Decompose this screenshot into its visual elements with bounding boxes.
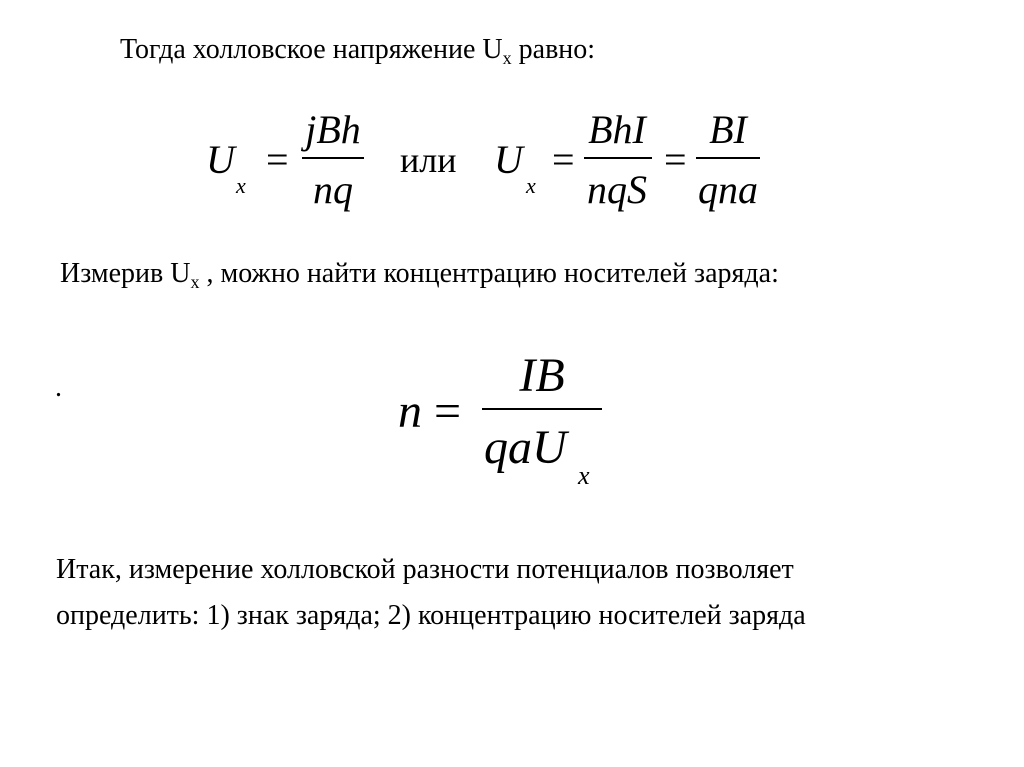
f2-denominator-1: nqS xyxy=(587,167,647,212)
f2-lhs: U xyxy=(494,137,523,182)
measure-after: , можно найти концентрацию носителей заряда: xyxy=(199,258,779,289)
f2-denominator-2: qna xyxy=(698,167,758,212)
measure-before: Измерив U xyxy=(60,258,191,289)
intro-text xyxy=(120,34,595,68)
intro-before: Тогда холловское напряжение U xyxy=(120,34,503,65)
measure-text xyxy=(60,258,779,292)
conclusion-line-1: Итак, измерение холловской разности потенциалов позволяет xyxy=(56,554,794,585)
f3-lhs: n xyxy=(398,385,422,438)
f3-denominator-sub: x xyxy=(578,461,590,490)
f3-numerator: IB xyxy=(519,349,565,402)
f1-lhs-sub: x xyxy=(236,173,246,198)
f3-fraction-bar xyxy=(482,408,602,410)
f2-fraction-bar-1 xyxy=(584,157,652,159)
conclusion-line-2: определить: 1) знак заряда; 2) концентрацию носителей заряда xyxy=(56,600,806,631)
f2-equals-2: = xyxy=(664,137,687,182)
f3-equals: = xyxy=(434,385,462,438)
f1-denominator: nq xyxy=(313,167,353,212)
intro-after: равно: xyxy=(511,34,596,65)
f2-fraction-bar-2 xyxy=(696,157,760,159)
f1-equals: = xyxy=(266,137,289,182)
measure-subscript: x xyxy=(190,272,200,292)
f2-lhs-sub: x xyxy=(526,173,536,198)
f3-denominator: qaU xyxy=(484,421,567,474)
intro-subscript: x xyxy=(502,48,512,68)
f1-numerator: jBh xyxy=(305,107,361,152)
f2-equals-1: = xyxy=(552,137,575,182)
f2-numerator-1: BhI xyxy=(588,107,646,152)
f1-fraction-bar xyxy=(302,157,364,159)
f1-lhs: U xyxy=(206,137,235,182)
or-word: или xyxy=(400,140,457,180)
f2-numerator-2: BI xyxy=(709,107,747,152)
stray-dot: . xyxy=(55,372,62,403)
